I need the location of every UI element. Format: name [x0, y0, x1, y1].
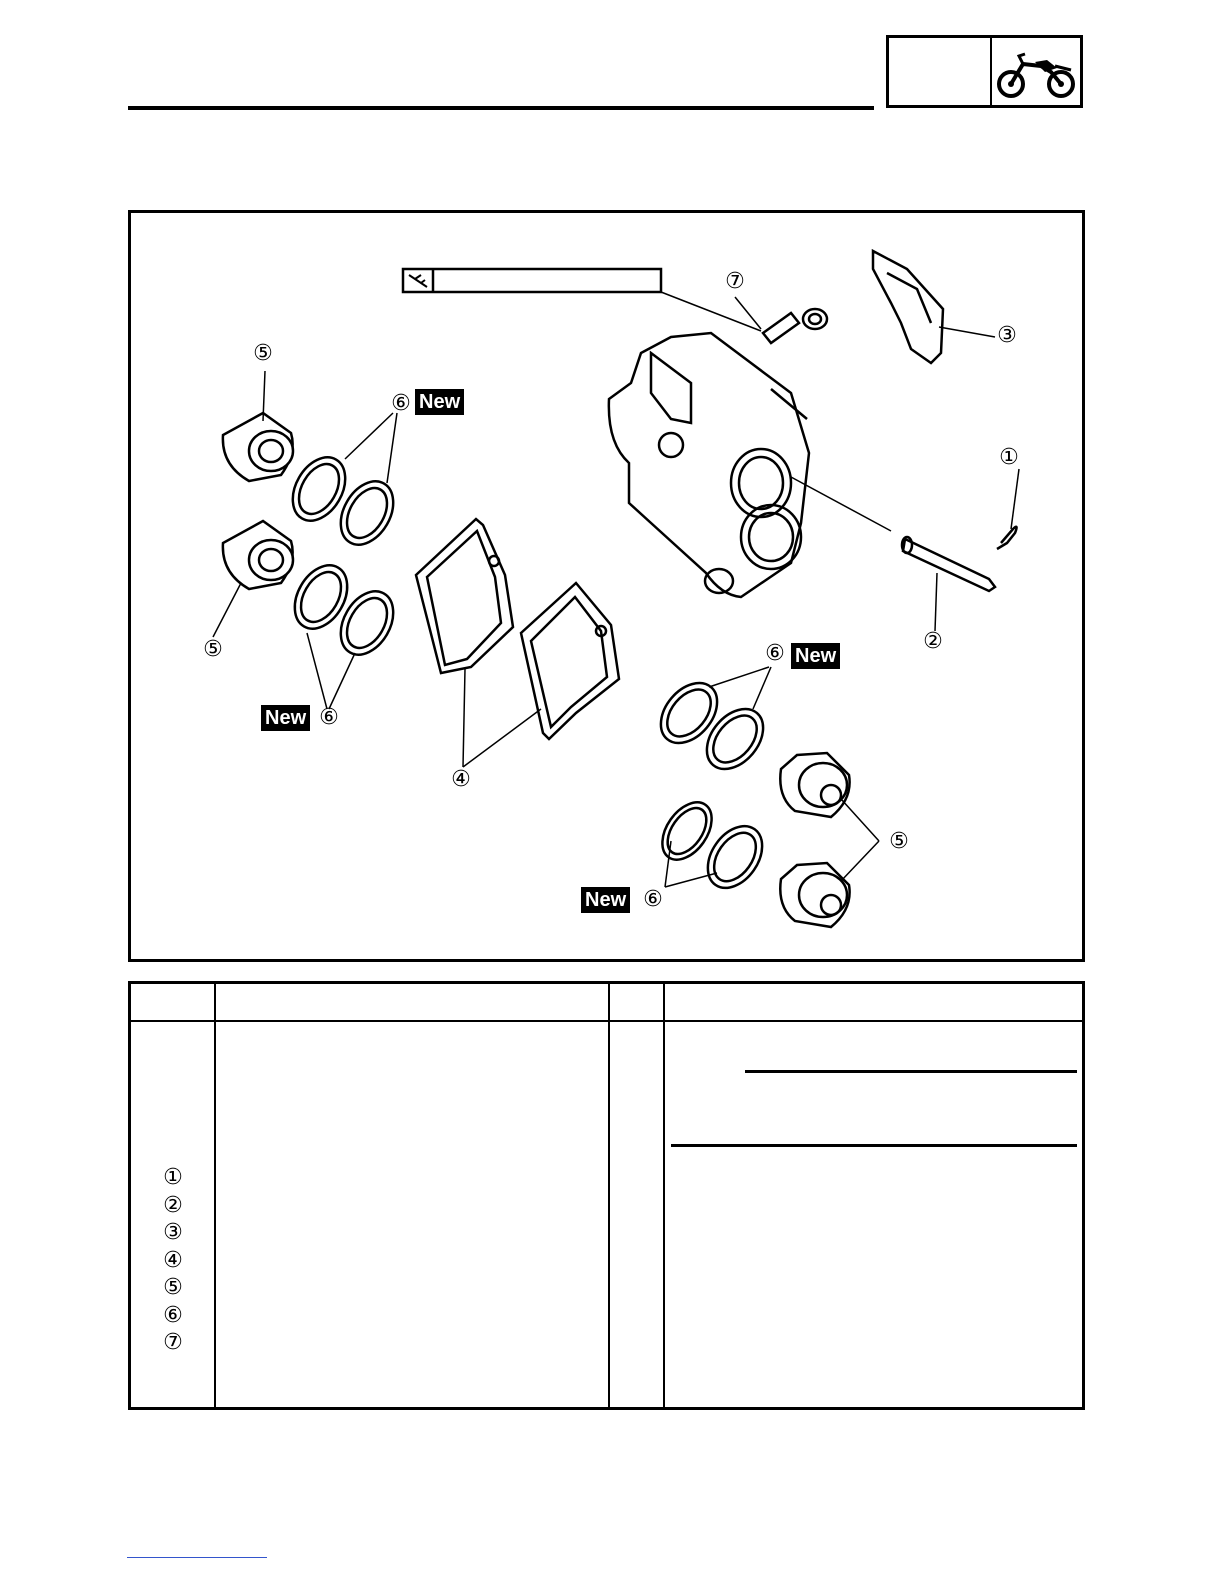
callout-4: ④	[451, 767, 471, 792]
pad-spring	[873, 251, 943, 363]
bleed-screw	[763, 309, 827, 343]
seal-upper-left-b	[330, 472, 404, 554]
order-number: ③	[163, 1220, 183, 1245]
new-tag-lower-left: New	[261, 705, 310, 731]
footer-link-underline	[127, 1557, 267, 1558]
callout-5-upper-left: ⑤	[253, 341, 273, 366]
exploded-diagram-frame	[128, 210, 1085, 962]
callout-6-right: ⑥	[765, 641, 785, 666]
brake-caliper-exploded-view	[131, 213, 1082, 959]
new-tag-bottom: New	[581, 887, 630, 913]
callout-7: ⑦	[725, 269, 745, 294]
piston-lower-left	[223, 521, 293, 589]
torque-spec-box	[403, 269, 661, 292]
callout-5-right: ⑤	[889, 829, 909, 854]
new-tag-upper-left: New	[415, 389, 464, 415]
seal-upper-left-a	[282, 448, 356, 530]
note-rule-top	[745, 1070, 1077, 1073]
new-tag-right: New	[791, 643, 840, 669]
brake-pad-left	[416, 519, 513, 673]
callout-6-lower-left: ⑥	[319, 705, 339, 730]
brake-pad-right	[521, 583, 619, 739]
table-column-divider	[608, 984, 610, 1407]
caliper-body	[609, 333, 809, 597]
callout-3: ③	[997, 323, 1017, 348]
callout-5-lower-left: ⑤	[203, 637, 223, 662]
motorcycle-icon	[995, 42, 1079, 104]
piston-lower-right-a	[780, 753, 849, 817]
piston-lower-right-b	[780, 863, 849, 927]
order-number-column	[131, 1164, 215, 1357]
order-number: ⑦	[163, 1330, 183, 1355]
callout-2: ②	[923, 629, 943, 654]
callout-6-upper-left: ⑥	[391, 391, 411, 416]
section-icon-box	[886, 35, 1083, 108]
order-number: ⑤	[163, 1275, 183, 1300]
piston-upper-left	[223, 413, 293, 481]
table-header-rule	[131, 1020, 1082, 1022]
order-number: ⑥	[163, 1302, 183, 1328]
seal-lower-right-b	[696, 698, 775, 780]
seal-lower-right-d	[697, 816, 774, 898]
order-number: ④	[163, 1247, 183, 1273]
header-rule	[128, 106, 874, 110]
callout-1: ①	[999, 445, 1019, 470]
seal-lower-right-c	[652, 793, 721, 868]
order-number: ②	[163, 1192, 183, 1218]
parts-table	[128, 981, 1085, 1410]
note-rule-bottom	[671, 1144, 1077, 1147]
callout-6-bottom: ⑥	[643, 887, 663, 912]
section-icon-blank-cell	[889, 38, 992, 105]
pad-pin	[902, 537, 995, 591]
table-column-divider	[663, 984, 665, 1407]
order-number: ①	[163, 1165, 183, 1190]
pad-pin-clip	[997, 527, 1017, 549]
